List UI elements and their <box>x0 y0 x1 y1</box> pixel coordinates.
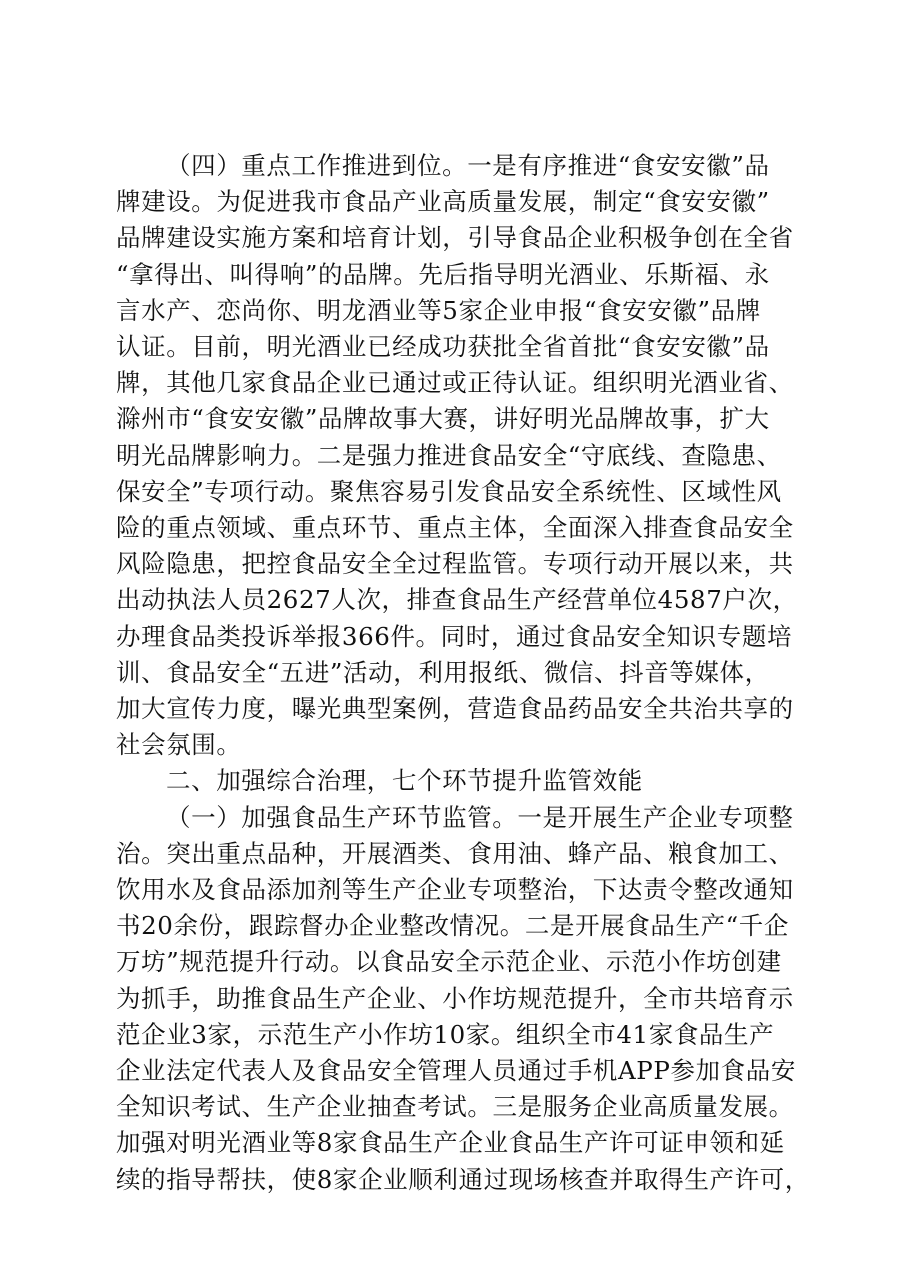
paragraph-line: 保安全”专项行动。聚焦容易引发食品安全系统性、区域性风 <box>116 476 782 506</box>
paragraph-line: 认证。目前，明光酒业已经成功获批全省首批“食安安徽”品 <box>116 332 770 362</box>
paragraph-line: 风险隐患，把控食品安全全过程监管。专项行动开展以来，共 <box>116 549 794 579</box>
paragraph-line: 书20余份，跟踪督办企业整改情况。二是开展食品生产“千企 <box>116 911 789 941</box>
paragraph-line: 加强对明光酒业等8家食品生产企业食品生产许可证申领和延 <box>116 1128 785 1158</box>
section-heading: 二、加强综合治理，七个环节提升监管效能 <box>166 766 643 796</box>
paragraph-line: 牌，其他几家食品企业已通过或正待认证。组织明光酒业省、 <box>116 368 794 398</box>
paragraph-line: 滁州市“食安安徽”品牌故事大赛，讲好明光品牌故事，扩大 <box>116 404 770 434</box>
paragraph-line: （四）重点工作推进到位。一是有序推进“食安安徽”品 <box>166 151 770 180</box>
paragraph-line: 社会氛围。 <box>116 730 242 760</box>
paragraph-line: 续的指导帮扶，使8家企业顺利通过现场核查并取得生产许可， <box>116 1164 810 1194</box>
paragraph-line: “拿得出、叫得响”的品牌。先后指导明光酒业、乐斯福、永 <box>116 259 770 289</box>
paragraph-line: 牌建设。为促进我市食品产业高质量发展，制定“食安安徽” <box>116 187 770 217</box>
paragraph-line: 为抓手，助推食品生产企业、小作坊规范提升，全市共培育示 <box>116 983 794 1013</box>
paragraph-line: 明光品牌影响力。二是强力推进食品安全“守底线、查隐患、 <box>116 440 782 470</box>
paragraph-line: 饮用水及食品添加剂等生产企业专项整治，下达责令整改通知 <box>116 875 794 905</box>
paragraph-line: 万坊”规范提升行动。以食品安全示范企业、示范小作坊创建 <box>116 947 782 977</box>
paragraph-line: 加大宣传力度，曝光典型案例，营造食品药品安全共治共享的 <box>116 694 794 724</box>
document-body <box>116 148 810 1198</box>
paragraph-line: 办理食品类投诉举报366件。同时，通过食品安全知识专题培 <box>116 621 793 651</box>
paragraph-line: 全知识考试、生产企业抽查考试。三是服务企业高质量发展。 <box>116 1092 794 1122</box>
paragraph-line: 言水产、恋尚你、明龙酒业等5家企业申报“食安安徽”品牌 <box>116 295 761 325</box>
paragraph-line: 企业法定代表人及食品安全管理人员通过手机APP参加食品安 <box>116 1056 796 1086</box>
paragraph-line: 范企业3家，示范生产小作坊10家。组织全市41家食品生产 <box>116 1019 775 1049</box>
paragraph-line: 出动执法人员2627人次，排查食品生产经营单位4587户次， <box>116 585 798 615</box>
paragraph-line: （一）加强食品生产环节监管。一是开展生产企业专项整 <box>166 802 794 832</box>
paragraph-line: 训、食品安全“五进”活动，利用报纸、微信、抖音等媒体， <box>116 657 770 687</box>
paragraph-line: 险的重点领域、重点环节、重点主体，全面深入排查食品安全 <box>116 513 794 543</box>
paragraph-line: 治。突出重点品种，开展酒类、食用油、蜂产品、粮食加工、 <box>116 838 794 868</box>
paragraph-line: 品牌建设实施方案和培育计划，引导食品企业积极争创在全省 <box>116 223 794 253</box>
